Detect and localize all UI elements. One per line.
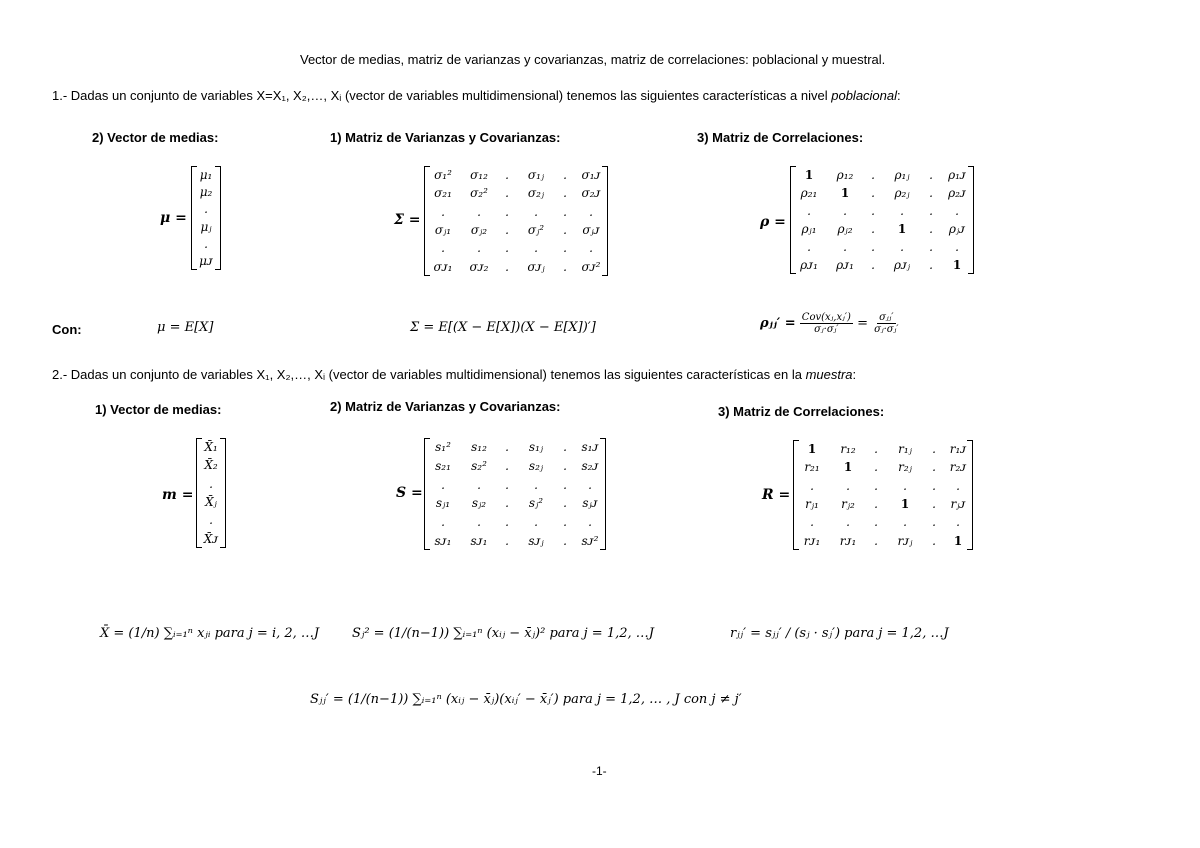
mu-vector-entry: μ₁ (199, 167, 213, 182)
s1-heading-mean: 2) Vector de medias: (92, 130, 219, 145)
sigma-matrix-cell: σ₁ᴊ (581, 168, 601, 183)
r-matrix-cell: . (932, 460, 936, 475)
s-matrix-cell: . (534, 514, 538, 529)
s-matrix-cell: . (505, 477, 509, 492)
covariance-formula: Sⱼⱼ′ = (1/(n−1)) ∑ᵢ₌₁ⁿ (xᵢⱼ − x̄ⱼ)(xᵢⱼ′ − x̄ⱼ′) para j = 1,2, … , J con j ≠ j′ (310, 692, 742, 707)
s1-heading-cov: 1) Matriz de Varianzas y Covarianzas: (330, 130, 561, 145)
sigma-matrix-cell: . (441, 204, 445, 219)
r-matrix-cell: 1 (900, 497, 910, 512)
rho-matrix-cell: ρ₁₂ (836, 168, 854, 182)
s-matrix-cell: sᴊ₁ (434, 533, 452, 548)
m-vector (196, 438, 226, 548)
s-matrix-cell: sᴊ² (581, 533, 599, 548)
rho-matrix-cell: ρ₁ⱼ (894, 168, 910, 182)
r-matrix-cell: . (956, 478, 960, 493)
rho-matrix-cell: . (900, 204, 904, 218)
sigma-matrix-cell: σⱼ₁ (434, 223, 452, 238)
sigma-matrix-grid (425, 166, 607, 276)
r-matrix-cell: . (903, 515, 907, 530)
s-matrix-cell: . (505, 458, 509, 473)
sigma-label: Σ = (394, 212, 421, 228)
s-matrix-cell: . (505, 440, 509, 455)
rho-def-fraction-1 (800, 312, 853, 335)
m-vector-entry: X̄₂ (204, 458, 218, 473)
sigma-matrix-cell: . (563, 168, 567, 183)
s-matrix-cell: sⱼᴊ (582, 496, 598, 511)
section2-intro-text: 2.- Dadas un conjunto de variables X₁, X₂,…, Xᵢ (vector de variables multidimensional) tenemos las siguientes características en la (52, 367, 802, 382)
sigma-matrix-cell: σᴊⱼ (527, 259, 545, 274)
rho-matrix-cell: ρᴊ₁ (836, 258, 854, 272)
s-matrix (424, 438, 606, 550)
sigma-matrix-cell: σⱼ₂ (470, 223, 488, 238)
m-vector-entry: X̄ᴊ (203, 531, 219, 546)
mu-label: μ = (160, 210, 187, 226)
page-number: -1- (592, 764, 607, 778)
sigma-matrix-cell: σ₁₂ (470, 168, 488, 183)
section1-intro-emphasis: poblacional (831, 88, 898, 103)
s2-heading-cov: 2) Matriz de Varianzas y Covarianzas: (330, 399, 561, 414)
r-matrix-cell: r₂ⱼ (898, 460, 912, 475)
r-matrix-cell: . (810, 515, 814, 530)
sigma-matrix-cell: σᴊ² (581, 259, 601, 274)
rho-matrix-cell: ρ₂₁ (800, 186, 818, 200)
rho-def-num2: σⱼⱼ′ (879, 312, 894, 323)
r-matrix-cell: . (956, 515, 960, 530)
s-matrix-cell: sⱼ₁ (435, 496, 451, 511)
s-matrix-cell: . (477, 477, 481, 492)
sigma-definition: Σ = E[(X − E[X])(X − E[X])′] (410, 320, 596, 335)
s-matrix-cell: . (505, 496, 509, 511)
m-label: m = (162, 487, 194, 503)
con-label: Con: (52, 322, 82, 337)
s-matrix-cell: . (563, 514, 567, 529)
r-matrix-cell: . (846, 478, 850, 493)
rho-matrix-cell: ρⱼ₁ (801, 222, 817, 236)
m-vector-entry: X̄₁ (204, 440, 218, 455)
sigma-matrix-cell: . (563, 241, 567, 256)
sigma-matrix-cell: . (534, 204, 538, 219)
r-matrix-cell: rⱼ₁ (805, 497, 819, 512)
r-matrix-cell: rⱼ₂ (841, 497, 855, 512)
r-matrix-cell: 1 (807, 442, 817, 457)
s-matrix-cell: sⱼ₂ (471, 496, 487, 511)
sigma-matrix-cell: . (505, 259, 509, 274)
r-matrix-cell: r₁₂ (840, 442, 856, 457)
s-matrix-cell: s₂² (471, 458, 487, 473)
rho-matrix-cell: . (871, 204, 875, 218)
rho-matrix-cell: 1 (952, 258, 962, 272)
sigma-matrix-cell: . (505, 186, 509, 201)
rho-matrix-cell: . (843, 204, 847, 218)
rho-matrix-cell: . (929, 222, 933, 236)
mu-vector (191, 166, 221, 270)
rho-matrix-cell: . (929, 168, 933, 182)
r-matrix-cell: . (874, 515, 878, 530)
sigma-matrix-cell: σⱼᴊ (582, 223, 600, 238)
rho-def-num1: Cov(xⱼ,xⱼ′) (801, 312, 851, 323)
section1-intro-end: : (897, 88, 901, 103)
r-matrix-cell: . (903, 478, 907, 493)
mu-vector-entry: μ₂ (199, 184, 213, 199)
section2-intro-end: : (852, 367, 857, 382)
s-matrix-cell: s₂ᴊ (581, 458, 599, 473)
sigma-matrix-cell: . (563, 186, 567, 201)
rho-matrix-cell: ρⱼ₂ (837, 222, 853, 236)
s-matrix-cell: s₁ⱼ (528, 440, 544, 455)
r-matrix-cell: . (932, 478, 936, 493)
s-matrix-cell: . (588, 514, 592, 529)
sigma-matrix-cell: . (589, 204, 593, 219)
correlation-formula: rⱼⱼ′ = sⱼⱼ′ / (sⱼ · sⱼ′) para j = 1,2, …J (730, 626, 949, 641)
page-title: Vector de medias, matriz de varianzas y covarianzas, matriz de correlaciones: poblacional y muestral. (300, 52, 886, 67)
s-matrix-cell: . (441, 477, 445, 492)
rho-matrix-cell: ρ₁ᴊ (948, 168, 966, 182)
sigma-matrix-cell: . (505, 223, 509, 238)
rho-matrix-cell: . (871, 222, 875, 236)
rho-matrix-cell: . (929, 186, 933, 200)
sigma-matrix-cell: σ₂ⱼ (527, 186, 545, 201)
rho-matrix-cell: . (807, 204, 811, 218)
r-matrix-cell: . (846, 515, 850, 530)
m-vector-entry: . (209, 476, 213, 491)
rho-matrix-cell: 1 (897, 222, 907, 236)
r-matrix (793, 440, 973, 550)
r-matrix-cell: . (932, 533, 936, 548)
s-matrix-cell: sⱼ² (528, 496, 544, 511)
r-matrix-cell: rⱼᴊ (950, 497, 966, 512)
rho-matrix-cell: . (929, 258, 933, 272)
rho-matrix-cell: . (871, 258, 875, 272)
s1-heading-corr: 3) Matriz de Correlaciones: (697, 130, 864, 145)
s2-heading-mean: 1) Vector de medias: (95, 402, 222, 417)
sigma-matrix-cell: σ₂ᴊ (581, 186, 601, 201)
sigma-matrix-cell: . (505, 241, 509, 256)
r-matrix-cell: . (874, 478, 878, 493)
rho-def-den2: σⱼ·σⱼ′ (874, 324, 899, 335)
rho-label: ρ = (760, 214, 786, 230)
r-matrix-cell: r₂₁ (804, 460, 820, 475)
r-matrix-cell: r₁ⱼ (898, 442, 912, 457)
rho-matrix-cell: . (871, 168, 875, 182)
rho-matrix-cell: . (929, 204, 933, 218)
rho-matrix-cell: . (807, 240, 811, 254)
sigma-matrix-cell: . (477, 241, 481, 256)
rho-matrix-cell: . (871, 186, 875, 200)
r-matrix-cell: . (810, 478, 814, 493)
r-matrix-cell: . (932, 497, 936, 512)
s-matrix-cell: s₁ᴊ (581, 440, 599, 455)
s-matrix-cell: . (563, 477, 567, 492)
r-matrix-cell: . (932, 442, 936, 457)
s-label: S = (396, 485, 423, 501)
rho-matrix-cell: ρ₂ⱼ (894, 186, 910, 200)
s-matrix-cell: . (477, 514, 481, 529)
mu-vector-entry: . (204, 236, 208, 251)
sigma-matrix-cell: σ₂² (470, 186, 488, 201)
s2-heading-corr: 3) Matriz de Correlaciones: (718, 404, 885, 419)
s-matrix-cell: s₁² (435, 440, 451, 455)
sigma-matrix-cell: . (563, 204, 567, 219)
r-label: R = (762, 487, 791, 503)
rho-matrix-cell: 1 (804, 168, 814, 182)
r-matrix-cell: rᴊⱼ (897, 533, 913, 548)
s-matrix-cell: . (505, 514, 509, 529)
m-vector-entry: . (209, 513, 213, 528)
r-matrix-cell: rᴊ₁ (803, 533, 821, 548)
s-matrix-cell: . (563, 458, 567, 473)
rho-matrix-cell: ρⱼᴊ (948, 222, 966, 236)
section2-intro-emphasis: muestra (805, 367, 853, 382)
rho-matrix (790, 166, 974, 274)
s-matrix-cell: sᴊⱼ (528, 533, 544, 548)
mu-vector-grid (192, 166, 220, 270)
rho-matrix-cell: . (900, 240, 904, 254)
r-matrix-cell: . (874, 497, 878, 512)
rho-def-lhs: ρⱼⱼ′ = (760, 316, 796, 331)
rho-def-den1: σⱼ·σⱼ′ (814, 324, 839, 335)
m-vector-grid (197, 438, 225, 548)
rho-def-eq: = (857, 316, 868, 331)
sigma-matrix-cell: . (505, 204, 509, 219)
r-matrix-cell: . (932, 515, 936, 530)
sigma-matrix-cell: σ₁ⱼ (527, 168, 545, 183)
sigma-matrix-cell: . (563, 259, 567, 274)
r-matrix-cell: . (874, 460, 878, 475)
r-matrix-cell: 1 (953, 533, 963, 548)
r-matrix-cell: r₁ᴊ (949, 442, 967, 457)
sigma-matrix-cell: σ₁² (434, 168, 452, 183)
s-matrix-cell: s₂ⱼ (528, 458, 544, 473)
mu-vector-entry: μᴊ (199, 254, 213, 269)
r-matrix-cell: r₂ᴊ (949, 460, 967, 475)
rho-matrix-cell: ρᴊ₁ (800, 258, 818, 272)
section1-intro (52, 88, 901, 103)
r-matrix-cell: . (874, 442, 878, 457)
rho-matrix-cell: . (955, 240, 959, 254)
rho-definition (760, 312, 901, 335)
s-matrix-cell: sᴊ₁ (470, 533, 488, 548)
r-matrix-cell: 1 (843, 460, 853, 475)
s-matrix-cell: . (563, 533, 567, 548)
sigma-matrix-cell: . (477, 204, 481, 219)
s-matrix-grid (425, 438, 605, 550)
section1-intro-text: 1.- Dadas un conjunto de variables X=X₁, X₂,…, Xᵢ (vector de variables multidimensional) tenemos las siguientes características a nivel (52, 88, 828, 103)
sigma-matrix-cell: . (589, 241, 593, 256)
sigma-matrix-cell: σ₂₁ (434, 186, 452, 201)
sigma-matrix-cell: . (534, 241, 538, 256)
sigma-matrix-cell: . (441, 241, 445, 256)
variance-formula: Sⱼ² = (1/(n−1)) ∑ᵢ₌₁ⁿ (xᵢⱼ − x̄ⱼ)² para j = 1,2, …J (352, 626, 654, 641)
r-matrix-grid (794, 440, 972, 550)
r-matrix-cell: rᴊ₁ (839, 533, 857, 548)
sigma-matrix-cell: . (563, 223, 567, 238)
rho-def-fraction-2 (872, 312, 900, 335)
r-matrix-cell: . (874, 533, 878, 548)
xbar-formula: X̄ = (1/n) ∑ᵢ₌₁ⁿ xⱼᵢ para j = i, 2, …J (100, 626, 320, 641)
s-matrix-cell: . (505, 533, 509, 548)
mu-vector-entry: . (204, 202, 208, 217)
s-matrix-cell: . (441, 514, 445, 529)
mu-definition: μ = E[X] (157, 320, 214, 335)
s-matrix-cell: . (534, 477, 538, 492)
sigma-matrix-cell: σⱼ² (527, 223, 545, 238)
mu-vector-entry: μⱼ (200, 219, 212, 234)
s-matrix-cell: . (588, 477, 592, 492)
section2-intro (52, 367, 856, 382)
sigma-matrix-cell: . (505, 168, 509, 183)
s-matrix-cell: s₁₂ (471, 440, 487, 455)
rho-matrix-cell: . (955, 204, 959, 218)
rho-matrix-cell: 1 (840, 186, 850, 200)
sigma-matrix-cell: σᴊ₂ (469, 259, 489, 274)
rho-matrix-grid (791, 166, 973, 274)
m-vector-entry: X̄ⱼ (205, 495, 217, 510)
rho-matrix-cell: . (871, 240, 875, 254)
sigma-matrix-cell: σᴊ₁ (433, 259, 453, 274)
rho-matrix-cell: ρ₂ᴊ (948, 186, 966, 200)
rho-matrix-cell: . (843, 240, 847, 254)
s-matrix-cell: s₂₁ (435, 458, 451, 473)
sigma-matrix (424, 166, 608, 276)
rho-matrix-cell: . (929, 240, 933, 254)
s-matrix-cell: . (563, 496, 567, 511)
rho-matrix-cell: ρᴊⱼ (893, 258, 911, 272)
s-matrix-cell: . (563, 440, 567, 455)
